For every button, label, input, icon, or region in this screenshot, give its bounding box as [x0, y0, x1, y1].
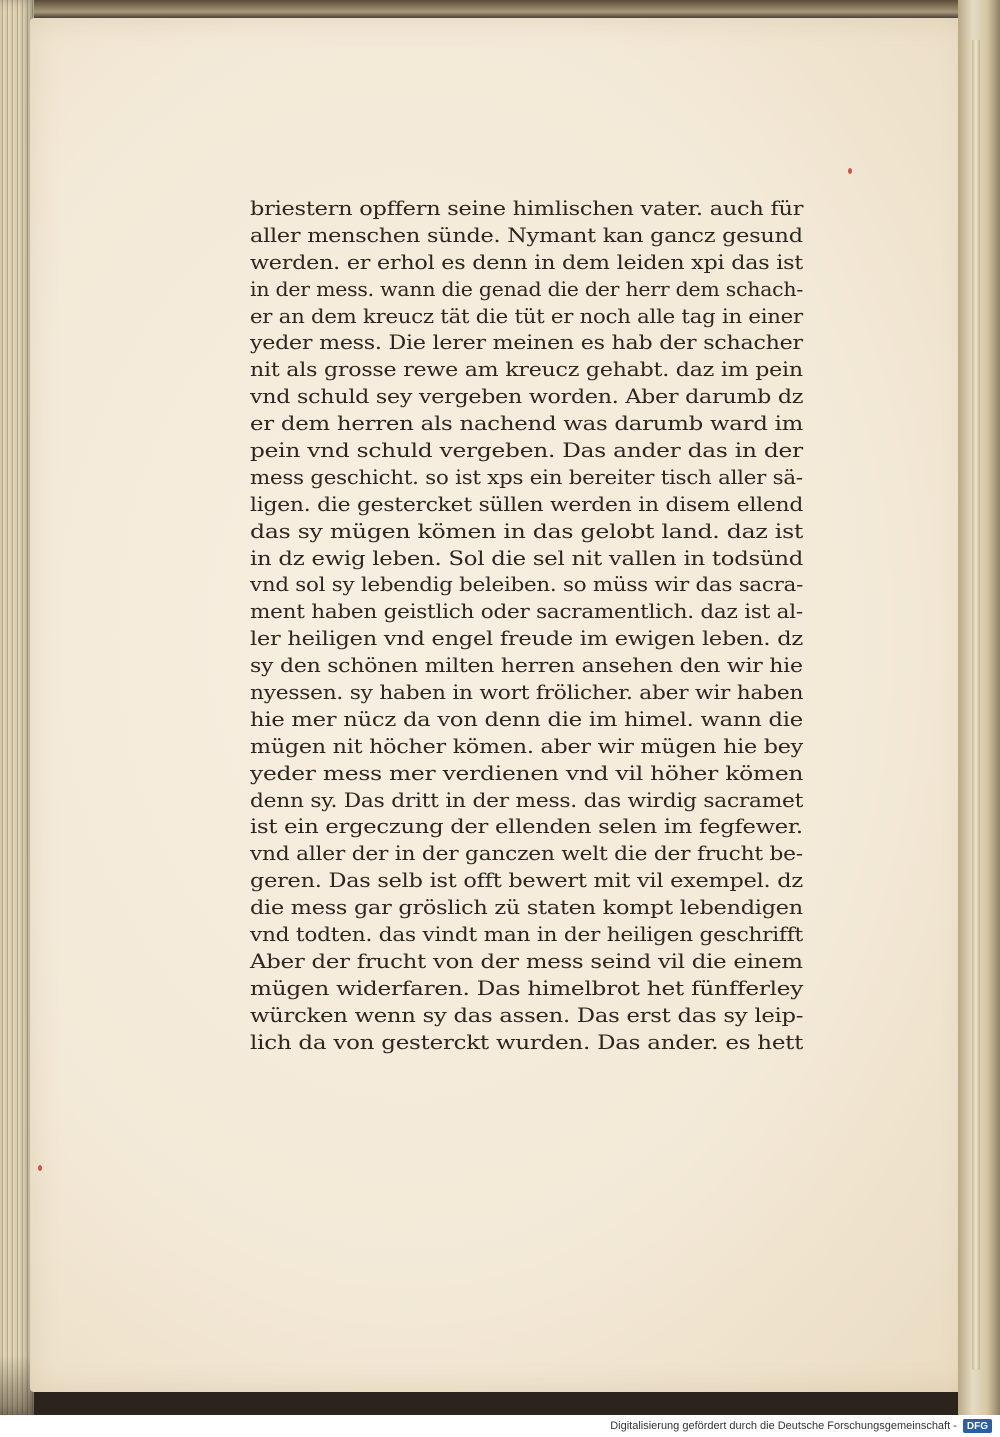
text-line: geren. Das selb ist offt bewert mit vil exempel. dz: [250, 869, 803, 893]
page-edges-left: [0, 0, 34, 1415]
rubric-dot: [848, 168, 852, 174]
text-line: lich da von gesterckt wurden. Das ander. es hett: [250, 1030, 804, 1054]
text-line: mügen widerfaren. Das himelbrot het fünfferley: [250, 976, 804, 1000]
dfg-credit-text: Digitalisierung gefördert durch die Deutsche Forschungsgemeinschaft -: [610, 1420, 957, 1432]
rubric-dot: [38, 1165, 42, 1171]
text-line: ligen. die gestercket süllen werden in disem ellend: [250, 492, 804, 516]
blackletter-text-block: [250, 196, 805, 1057]
text-line: mügen nit höcher kömen. aber wir mügen hie bey: [250, 734, 803, 758]
text-line: hie mer nücz da von denn die im himel. wann die: [250, 707, 803, 731]
text-line: ist ein ergeczung der ellenden selen im fegfewer.: [250, 815, 803, 839]
text-line: die mess gar gröslich zü staten kompt lebendigen: [250, 896, 803, 920]
text-line: aller menschen sünde. Nymant kan gancz gesund: [250, 223, 803, 247]
text-line: denn sy. Das dritt in der mess. das wirdig sacramet: [250, 788, 804, 812]
text-line: vnd sol sy lebendig beleiben. so müss wir das sacra-: [250, 573, 804, 597]
text-line: würcken wenn sy das assen. Das erst das sy leip-: [250, 1003, 804, 1027]
text-line: in dz ewig leben. Sol die sel nit vallen in todsünd: [250, 546, 804, 570]
text-line: das sy mügen kömen in das gelobt land. daz ist: [250, 519, 804, 543]
text-line: er an dem kreucz tät die tüt er noch alle tag in einer: [250, 304, 803, 328]
text-line: yeder mess mer verdienen vnd vil höher kömen: [250, 761, 804, 785]
text-line: nyessen. sy haben in wort frölicher. aber wir haben: [250, 681, 804, 705]
text-line: Aber der frucht von der mess seind vil die einem: [250, 949, 803, 973]
text-line: ment haben geistlich oder sacramentlich. daz ist al-: [250, 600, 803, 624]
book-top-edge: [0, 0, 1000, 20]
dfg-logo: DFG: [963, 1419, 992, 1433]
text-line: mess geschicht. so ist xps ein bereiter tisch aller sä-: [250, 465, 803, 489]
text-line: vnd schuld sey vergeben worden. Aber darumb dz: [250, 385, 804, 409]
text-line: sy den schönen milten herren ansehen den wir hie: [250, 654, 803, 678]
text-line: nit als grosse rewe am kreucz gehabt. daz im pein: [250, 358, 803, 382]
text-line: briestern opffern seine himlischen vater. auch für: [250, 197, 804, 220]
text-line: werden. er erhol es denn in dem leiden xpi das ist: [250, 250, 804, 274]
text-line: yeder mess. Die lerer meinen es hab der schacher: [250, 331, 803, 355]
text-line: er dem herren als nachend was darumb ward im: [250, 412, 804, 436]
text-line: pein vnd schuld vergeben. Das ander das in der: [250, 439, 803, 463]
digitization-footer: [0, 1415, 1000, 1437]
text-line: in der mess. wann die genad die der herr dem schach-: [250, 277, 804, 301]
text-line: ler heiligen vnd engel freude im ewigen leben. dz: [250, 627, 803, 651]
text-line: vnd todten. das vindt man in der heiligen geschrifft: [250, 923, 803, 947]
text-line: vnd aller der in der ganczen welt die der frucht be-: [250, 842, 803, 866]
book-gutter-right: [958, 0, 1000, 1415]
